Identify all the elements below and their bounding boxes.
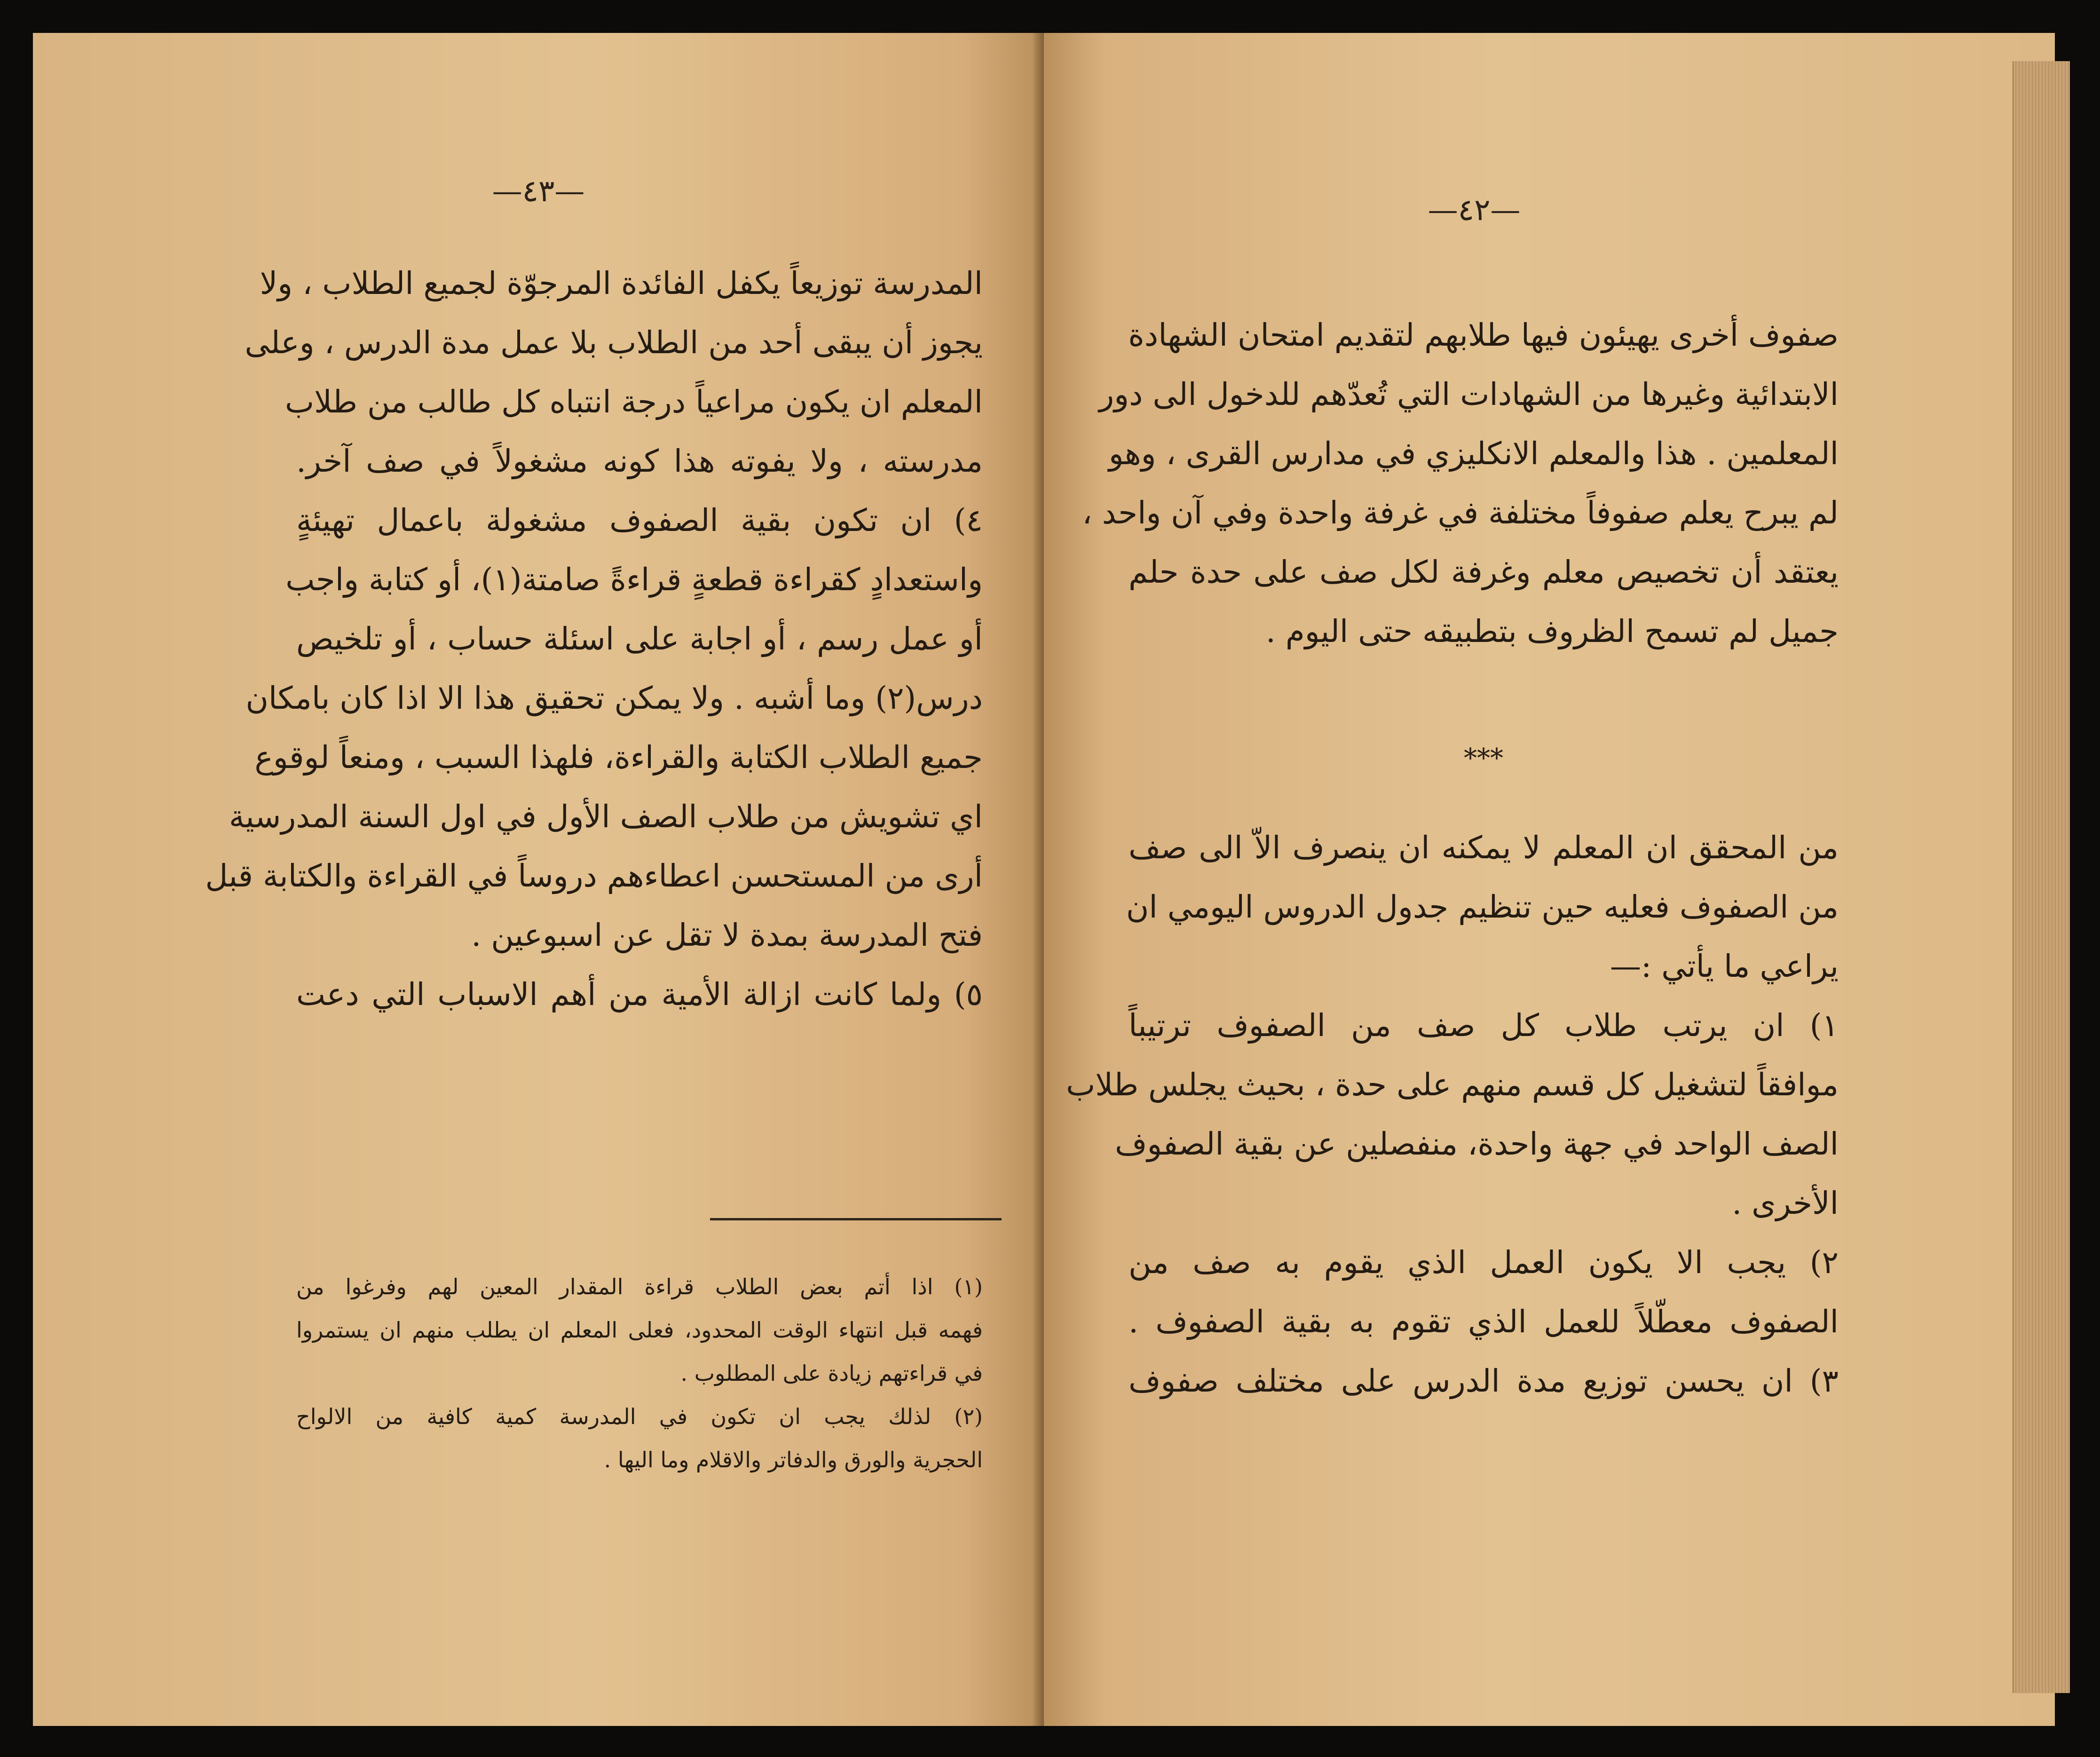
right-body-line: الأخرى . bbox=[1732, 1185, 1839, 1221]
right-page-number: —٤٢— bbox=[1428, 193, 1521, 228]
left-body-line: ٥) ولما كانت ازالة الأمية من أهم الاسباب التي دعت bbox=[296, 976, 983, 1013]
left-body-line: مدرسته ، ولا يفوته هذا كونه مشغولاً في صف آخر. bbox=[296, 443, 983, 479]
left-body-line: أرى من المستحسن اعطاءهم دروساً في القراءة والكتابة قبل bbox=[205, 858, 983, 894]
right-body-line: صفوف أخرى يهيئون فيها طلابهم لتقديم امتحان الشهادة bbox=[1128, 317, 1839, 353]
right-body-line: الصف الواحد في جهة واحدة، منفصلين عن بقية الصفوف bbox=[1114, 1126, 1839, 1162]
right-body-line: موافقاً لتشغيل كل قسم منهم على حدة ، بحيث يجلس طلاب bbox=[1066, 1067, 1839, 1103]
left-footnotes bbox=[296, 1265, 983, 1481]
page-edges bbox=[2013, 61, 2070, 1693]
footnote-line: (١) اذا أتم بعض الطلاب قراءة المقدار المعين لهم وفرغوا من bbox=[296, 1274, 983, 1299]
right-body-line: من المحقق ان المعلم لا يمكنه ان ينصرف الاّ الى صف bbox=[1129, 830, 1839, 866]
right-body-line: الابتدائية وغيرها من الشهادات التي تُعدّهم للدخول الى دور bbox=[1099, 376, 1839, 412]
footnote-rule bbox=[710, 1218, 1002, 1220]
footnote-line: فهمه قبل انتهاء الوقت المحدود، فعلى المعلم ان يطلب منهم ان يستمروا bbox=[296, 1317, 983, 1343]
left-page-number: —٤٣— bbox=[492, 174, 585, 209]
left-body-line: جميع الطلاب الكتابة والقراءة، فلهذا السبب ، ومنعاً لوقوع bbox=[254, 739, 983, 776]
left-body-line: المعلم ان يكون مراعياً درجة انتباه كل طالب من طلاب bbox=[284, 384, 983, 420]
footnote-line: الحجرية والورق والدفاتر والاقلام وما اليها . bbox=[604, 1447, 983, 1472]
left-body-line: أو عمل رسم ، أو اجابة على اسئلة حساب ، أو تلخيص bbox=[296, 621, 983, 657]
footnote-line: (٢) لذلك يجب ان تكون في المدرسة كمية كافية من الالواح bbox=[296, 1404, 983, 1429]
right-body-text-top bbox=[1082, 306, 1839, 661]
left-body-line: واستعدادٍ كقراءة قطعةٍ قراءةً صامتة(١)، أو كتابة واجب bbox=[285, 562, 983, 598]
right-body-line: ٣) ان يحسن توزيع مدة الدرس على مختلف صفوف bbox=[1129, 1363, 1839, 1399]
right-body-line: جميل لم تسمح الظروف بتطبيقه حتى اليوم . bbox=[1265, 613, 1839, 649]
right-body-line: الصفوف معطّلاً للعمل الذي تقوم به بقية الصفوف . bbox=[1129, 1304, 1839, 1340]
right-body-text-bottom bbox=[1066, 818, 1839, 1411]
section-separator: *** bbox=[1464, 743, 1503, 774]
left-body-line: ٤) ان تكون بقية الصفوف مشغولة باعمال تهيئةٍ bbox=[296, 502, 983, 538]
right-body-line: ٢) يجب الا يكون العمل الذي يقوم به صف من bbox=[1129, 1244, 1839, 1281]
left-body-line: المدرسة توزيعاً يكفل الفائدة المرجوّة لجميع الطلاب ، ولا bbox=[260, 265, 983, 301]
open-book-spread bbox=[33, 33, 2069, 1726]
left-body-line: اي تشويش من طلاب الصف الأول في اول السنة المدرسية bbox=[229, 799, 983, 835]
footnote-line: في قراءتهم زيادة على المطلوب . bbox=[680, 1361, 983, 1386]
left-body-text bbox=[205, 254, 983, 1024]
left-body-line: يجوز أن يبقى أحد من الطلاب بلا عمل مدة الدرس ، وعلى bbox=[245, 324, 983, 361]
right-body-line: لم يبرح يعلم صفوفاً مختلفة في غرفة واحدة وفي آن واحد ، bbox=[1082, 495, 1839, 531]
right-body-line: يعتقد أن تخصيص معلم وغرفة لكل صف على حدة حلم bbox=[1129, 554, 1839, 590]
left-body-line: درس(٢) وما أشبه . ولا يمكن تحقيق هذا الا اذا كان بامكان bbox=[245, 680, 983, 716]
left-page bbox=[33, 33, 1044, 1726]
right-body-line: من الصفوف فعليه حين تنظيم جدول الدروس اليومي ان bbox=[1126, 889, 1839, 925]
right-page bbox=[1044, 33, 2055, 1726]
right-body-line: المعلمين . هذا والمعلم الانكليزي في مدارس القرى ، وهو bbox=[1108, 435, 1839, 472]
left-body-line: فتح المدرسة بمدة لا تقل عن اسبوعين . bbox=[471, 917, 983, 953]
right-body-line: يراعي ما يأتي :— bbox=[1610, 948, 1839, 984]
right-body-line: ١) ان يرتب طلاب كل صف من الصفوف ترتيباً bbox=[1129, 1007, 1839, 1044]
